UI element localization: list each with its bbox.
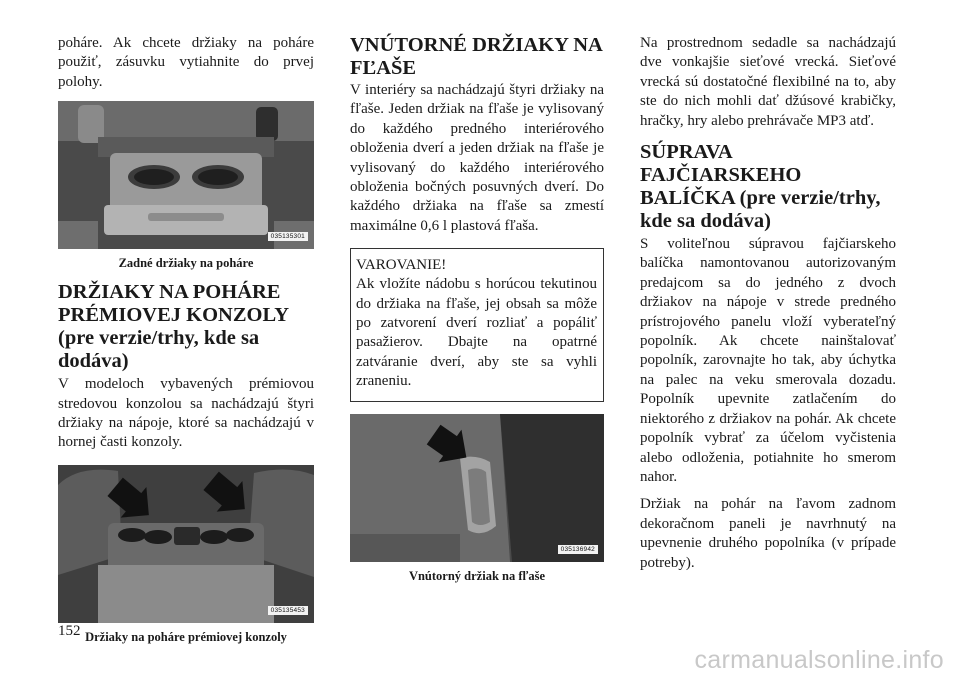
intro-paragraph: poháre. Ak chcete držiaky na poháre použiť, zásuvku vytiahnite do prvej polohy.	[58, 35, 314, 90]
photo-code: 035136942	[558, 545, 598, 554]
section-body: V interiéry sa nachádzajú štyri držiaky na fľaše. Jeden držiak na fľaše je vylisovaný do každého predného interiérového obloženia dverí a jeden držiak na fľaše je vylisovaný do každého interiérového obloženia bočných posuvných dverí. Do každého držiaka na fľaše sa zmestí maximálne 0,6 l plastová fľaša.	[350, 82, 604, 234]
bottle-holder-photo	[350, 414, 604, 562]
column-left	[58, 34, 314, 645]
figure-caption: Zadné držiaky na poháre	[118, 256, 254, 271]
section-heading: SÚPRAVA FAJČIARSKEHO BALÍČKA (pre verzie/trhy, kde sa dodáva)	[640, 141, 881, 233]
warning-box	[350, 248, 604, 401]
column-right	[640, 34, 896, 573]
page-number: 152	[58, 623, 81, 639]
section-heading: VNÚTORNÉ DRŽIAKY NA FĽAŠE	[350, 34, 602, 79]
intro-paragraph: Na prostrednom sedadle sa nachádzajú dve vonkajšie sieťové vrecká. Sieťové vrecká sú dostatočné flexibilné na to, aby ste do nich mohli dať džúsové krabičky, hračky, hry alebo prehrávače MP3 atď.	[640, 35, 896, 129]
figure-caption: Držiaky na poháre prémiovej konzoly	[85, 629, 287, 644]
rear-cup-holders-photo	[58, 101, 314, 249]
section-body: Držiak na pohár na ľavom zadnom dekoračnom paneli je navrhnutý na upevnenie druhého popolníka (v prípade potreby).	[640, 496, 896, 571]
warning-text: Ak vložíte nádobu s horúcou tekutinou do držiaka na fľaše, jej obsah sa môže po zatvorení dverí rozliať a popáliť pasažierov. Dbajte na opatrné zatváranie dverí, aby ste sa vyhli zraneniu.	[356, 276, 597, 390]
photo-code: 035135453	[268, 606, 308, 615]
section-body: S voliteľnou súpravou fajčiarskeho balíčka namontovanou autorizovaným predajcom sa do jedného z dvoch držiakov na nápoje v strede predného prístrojového panelu vloží vyberateľný popolník. Ak chcete nainštalovať popolník, zarovnajte ho tak, aby úchytka na palec na veku smerovala dozadu. Popolník upevnite zatlačením do niektorého z držiakov na pohár. Ak chcete popolník vybrať za účelom vyčistenia alebo odloženia, potiahnite ho smerom nahor.	[640, 236, 896, 485]
premium-console-cup-holders-photo	[58, 465, 314, 623]
column-middle	[350, 34, 604, 584]
photo-code: 035135301	[268, 232, 308, 241]
section-body: V modeloch vybavených prémiovou stredovou konzolou sa nachádzajú štyri držiaky na nápoje, ktoré sa nachádzajú v hornej časti konzoly.	[58, 376, 314, 451]
warning-title: VAROVANIE!	[356, 257, 447, 274]
figure-caption: Vnútorný držiak na fľaše	[408, 568, 546, 583]
watermark: carmanualsonline.info	[694, 646, 944, 674]
section-heading: DRŽIAKY NA POHÁRE PRÉMIOVEJ KONZOLY (pre verzie/trhy, kde sa dodáva)	[58, 281, 289, 373]
